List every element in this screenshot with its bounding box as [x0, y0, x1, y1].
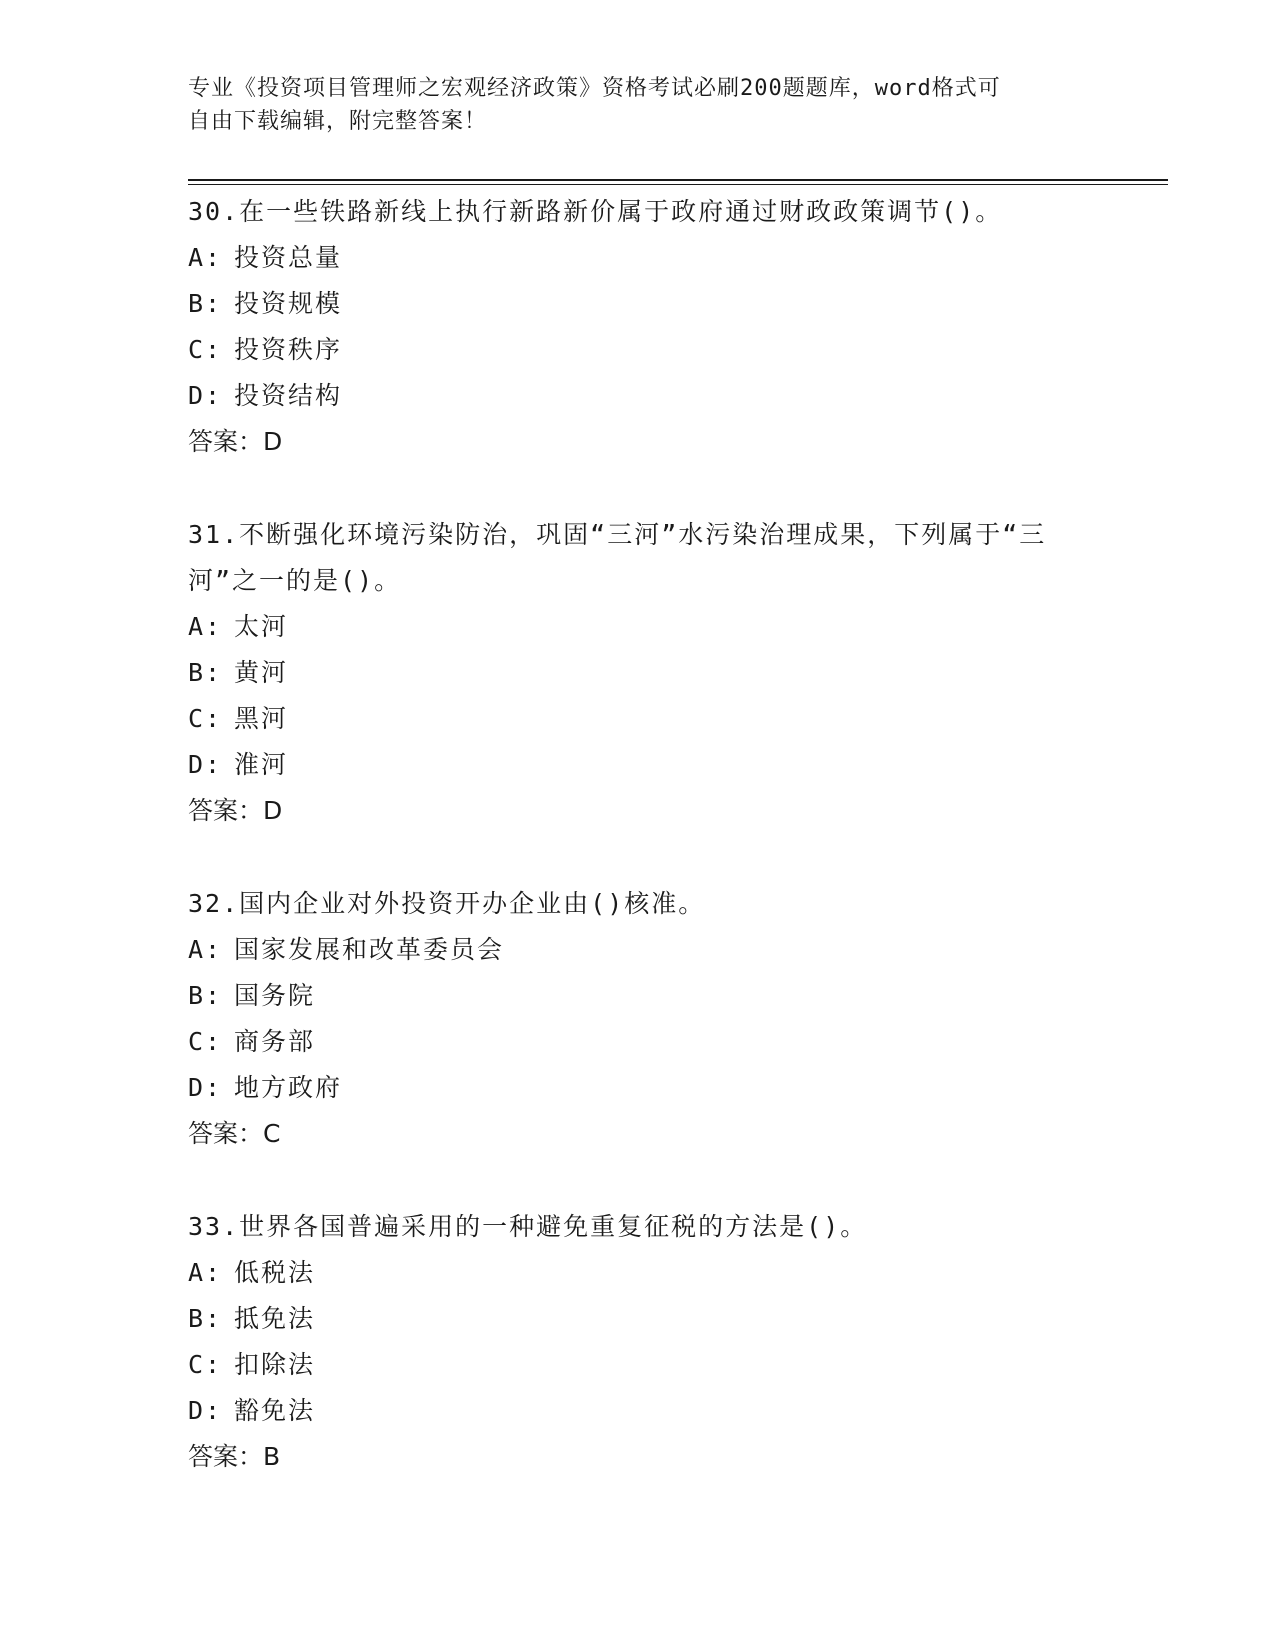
option-text: 抵免法 [234, 1304, 316, 1333]
option-text: 商务部 [234, 1027, 316, 1056]
question-stem: 33.世界各国普遍采用的一种避免重复征税的方法是()。 [188, 1212, 868, 1241]
header-divider-thin [188, 184, 1168, 185]
option-text: 投资规模 [234, 289, 343, 318]
option-text: 黄河 [234, 658, 289, 687]
document-header [188, 72, 1088, 138]
question-list [188, 189, 1088, 1527]
answer-line: 答案：D [188, 427, 283, 456]
question-30 [188, 189, 1088, 465]
option-a [188, 235, 1088, 281]
question-stem: 32.国内企业对外投资开办企业由()核准。 [188, 889, 706, 918]
option-b [188, 650, 1088, 696]
option-letter: B: [188, 1304, 223, 1333]
question-stem: 30.在一些铁路新线上执行新路新价属于政府通过财政政策调节()。 [188, 197, 1003, 226]
question-stem: 31.不断强化环境污染防治，巩固“三河”水污染治理成果，下列属于“三河”之一的是()。 [188, 520, 1047, 595]
option-letter: A: [188, 935, 223, 964]
question-33 [188, 1204, 1088, 1480]
question-31 [188, 512, 1088, 834]
option-text: 国务院 [234, 981, 316, 1010]
option-letter: C: [188, 335, 223, 364]
option-d [188, 1388, 1088, 1434]
option-letter: D: [188, 1073, 223, 1102]
option-text: 黑河 [234, 704, 289, 733]
option-letter: C: [188, 1350, 223, 1379]
option-a [188, 1250, 1088, 1296]
header-line-1: 专业《投资项目管理师之宏观经济政策》资格考试必刷200题题库，word格式可 [188, 76, 1001, 101]
option-letter: A: [188, 1258, 223, 1287]
option-c [188, 327, 1088, 373]
option-d [188, 1065, 1088, 1111]
option-letter: B: [188, 658, 223, 687]
option-d [188, 373, 1088, 419]
option-letter: C: [188, 704, 223, 733]
option-text: 投资秩序 [234, 335, 343, 364]
option-letter: D: [188, 1396, 223, 1425]
answer-line: 答案：C [188, 1119, 281, 1148]
option-text: 国家发展和改革委员会 [234, 935, 505, 964]
option-a [188, 927, 1088, 973]
option-text: 地方政府 [234, 1073, 343, 1102]
option-text: 扣除法 [234, 1350, 316, 1379]
option-a [188, 604, 1088, 650]
option-b [188, 973, 1088, 1019]
option-text: 豁免法 [234, 1396, 316, 1425]
option-c [188, 696, 1088, 742]
option-b [188, 281, 1088, 327]
option-text: 太河 [234, 612, 289, 641]
answer-line: 答案：D [188, 796, 283, 825]
option-letter: A: [188, 243, 223, 272]
option-text: 投资结构 [234, 381, 343, 410]
option-letter: D: [188, 381, 223, 410]
answer-line: 答案：B [188, 1442, 281, 1471]
option-text: 投资总量 [234, 243, 343, 272]
option-letter: D: [188, 750, 223, 779]
option-text: 低税法 [234, 1258, 316, 1287]
option-b [188, 1296, 1088, 1342]
option-text: 淮河 [234, 750, 289, 779]
option-d [188, 742, 1088, 788]
option-letter: B: [188, 289, 223, 318]
header-divider-thick [188, 179, 1168, 181]
option-letter: A: [188, 612, 223, 641]
option-letter: B: [188, 981, 223, 1010]
option-letter: C: [188, 1027, 223, 1056]
header-line-2: 自由下载编辑，附完整答案！ [188, 109, 488, 134]
option-c [188, 1019, 1088, 1065]
question-32 [188, 881, 1088, 1157]
option-c [188, 1342, 1088, 1388]
